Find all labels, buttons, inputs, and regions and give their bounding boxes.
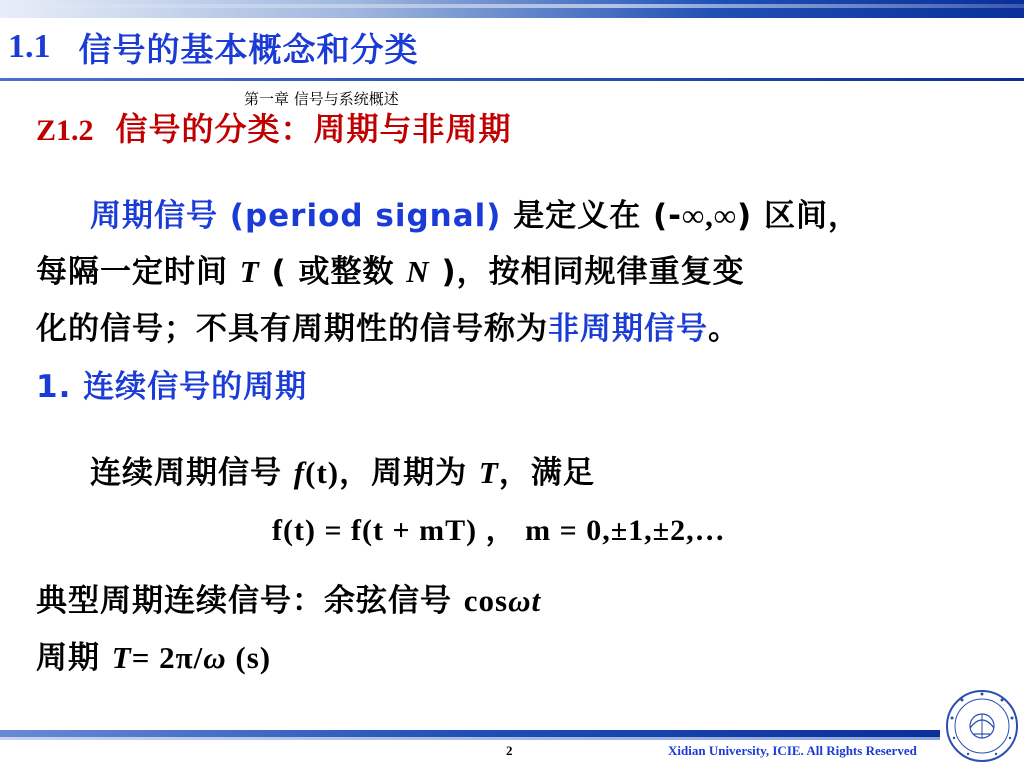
body-line-2 [36,246,745,291]
symbol-f: f [293,455,306,490]
infinity-symbol: ∞ [713,198,738,233]
title-number: 1.1 [8,28,51,65]
body-text: 典型周期连续信号：余弦信号 [36,583,464,619]
body-text: 连续周期信号 [90,455,294,491]
period-formula: = 2π/ [131,640,204,675]
body-line-5 [90,447,595,492]
bottom-decor-band-light [0,737,940,740]
omega-t: ωt [508,583,542,618]
body-text: ，周期为 [339,455,479,491]
subtitle-text: 信号的分类：周期与非周期 [115,110,512,148]
body-text: 周期 [36,640,112,676]
top-decor-band [0,0,1024,18]
subtitle-code: Z1.2 [36,114,94,147]
slide-title [8,22,419,72]
symbol-N: N [406,254,430,289]
body-text: , [705,198,714,233]
body-text: ) 区间， [737,198,860,234]
body-line-7 [36,575,541,620]
title-text: 信号的基本概念和分类 [78,29,419,69]
footer-rights: Xidian University, ICIE. All Rights Reserved [668,743,917,758]
periodic-signal-term: 周期信号 (period signal) [90,198,502,234]
title-divider [0,78,1024,81]
section-heading: 1. 连续信号的周期 [36,369,308,405]
body-line-8 [36,632,271,677]
body-text: )，按相同规律重复变 [429,254,745,290]
cos-text: cos [463,583,509,618]
infinity-symbol: ∞ [682,198,706,233]
university-seal-icon [944,688,1020,764]
body-text: ，满足 [498,455,595,491]
symbol-t: (t) [305,455,340,490]
subtitle [36,104,512,150]
body-text: 化的信号；不具有周期性的信号称为 [36,311,548,347]
omega-symbol: ω [203,640,227,675]
body-line-3 [36,303,740,348]
body-text: 是定义在 (- [501,198,683,234]
symbol-T: T [111,640,132,675]
aperiodic-signal-term: 非周期信号 [548,311,708,347]
periodicity-formula: f(t) = f(t + mT) ， m = 0,±1,±2,… [272,514,726,547]
body-text: 。 [708,311,740,347]
unit-seconds: (s) [226,640,272,675]
page-number: 2 [506,743,513,758]
symbol-T: T [239,254,260,289]
chapter-note: 第一章 信号与系统概述 [244,90,399,108]
body-line-1 [90,190,860,235]
symbol-T: T [478,455,499,490]
body-text: 每隔一定时间 [36,254,240,290]
body-text: ( 或整数 [259,254,407,290]
bottom-decor-band [0,730,940,737]
